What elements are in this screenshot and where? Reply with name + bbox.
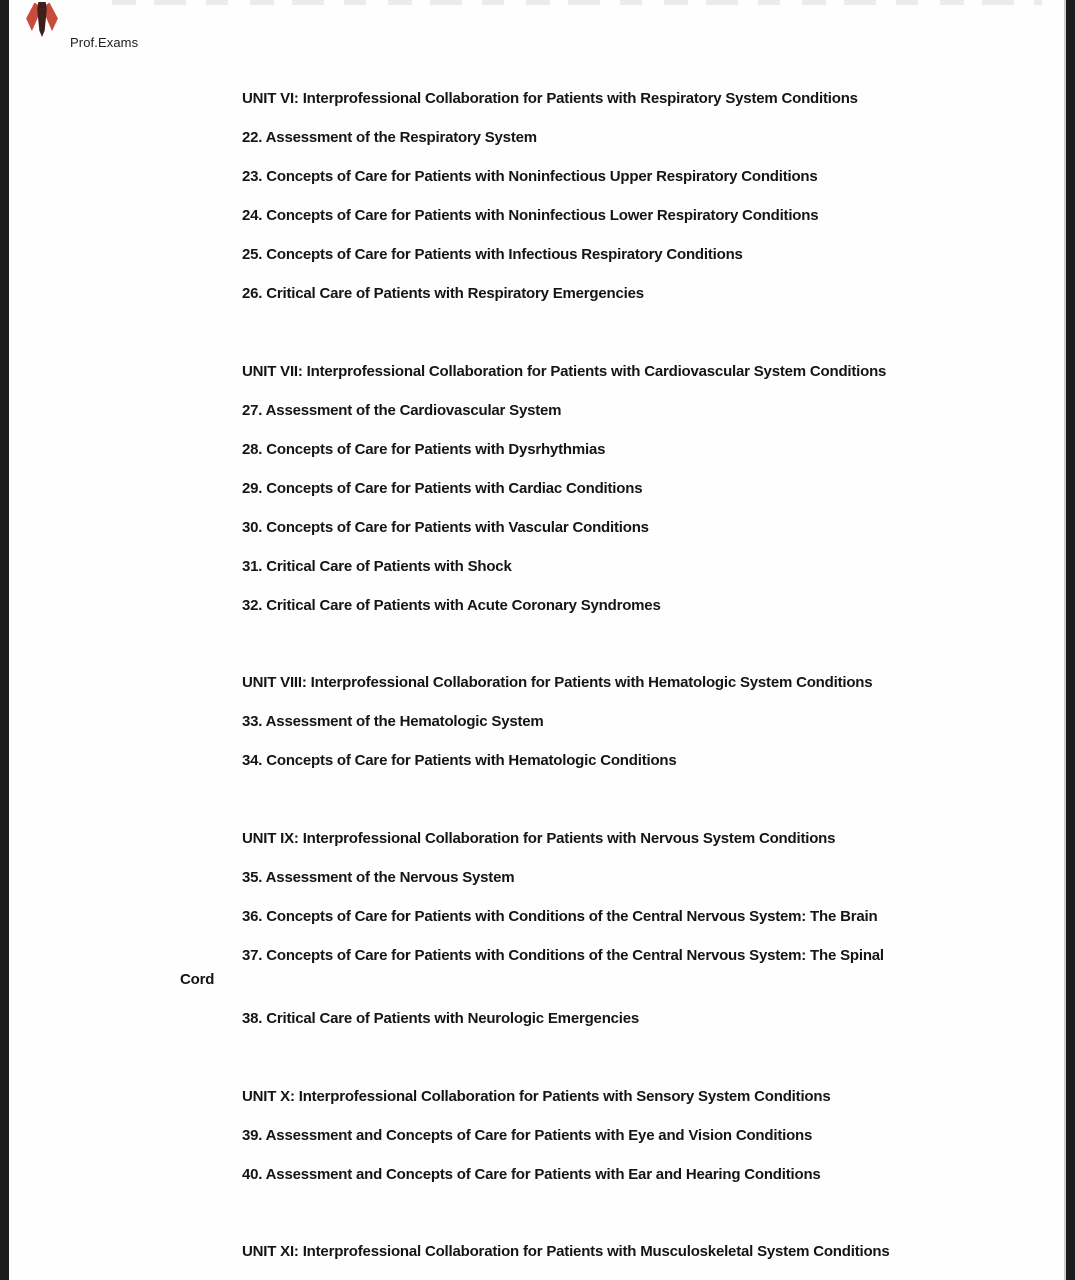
unit-heading <box>180 360 1040 385</box>
chapter-title-continuation: Cord <box>180 971 215 988</box>
chapter-title-text: 25. Concepts of Care for Patients with Infectious Respiratory Conditions <box>242 246 743 263</box>
section-gap <box>180 321 1040 360</box>
section-gap <box>180 788 1040 827</box>
chapter-title-text: 32. Critical Care of Patients with Acute Coronary Syndromes <box>242 596 661 614</box>
chapter-title-text: 39. Assessment and Concepts of Care for Patients with Eye and Vision Conditions <box>242 1126 813 1144</box>
chapter-title-text: 23. Concepts of Care for Patients with Noninfectious Upper Respiratory Conditions <box>242 168 818 185</box>
chapter-title-text: 30. Concepts of Care for Patients with Vascular Conditions <box>242 518 649 536</box>
chapter-item <box>180 905 1040 930</box>
chapter-title-text: 35. Assessment of the Nervous System <box>242 868 515 886</box>
chapter-item <box>180 165 1040 190</box>
section-gap <box>180 633 1040 672</box>
chapter-title-text: 37. Concepts of Care for Patients with Conditions of the Central Nervous System: The Spinal <box>242 946 884 964</box>
chapter-item <box>180 282 1040 307</box>
chapter-item <box>180 399 1040 424</box>
unit-heading <box>180 827 1040 852</box>
unit-heading-text: UNIT VII: Interprofessional Collaboration for Patients with Cardiovascular System Conditions <box>242 362 887 380</box>
chapter-title-text: 29. Concepts of Care for Patients with Cardiac Conditions <box>242 479 643 497</box>
brand-header <box>0 0 300 60</box>
chapter-title-text: 31. Critical Care of Patients with Shock <box>242 557 512 575</box>
unit-heading-text: UNIT IX: Interprofessional Collaboration for Patients with Nervous System Conditions <box>242 829 836 847</box>
tie-collar-logo-icon <box>24 0 60 40</box>
unit-heading <box>180 87 1040 112</box>
page-right-border <box>1066 0 1075 1280</box>
chapter-item <box>180 204 1040 229</box>
chapter-title-text: 38. Critical Care of Patients with Neurologic Emergencies <box>242 1010 640 1027</box>
chapter-item <box>180 555 1040 580</box>
chapter-item <box>180 710 1040 735</box>
unit-heading-text: UNIT X: Interprofessional Collaboration for Patients with Sensory System Conditions <box>242 1087 831 1105</box>
chapter-title-text: 27. Assessment of the Cardiovascular System <box>242 401 562 419</box>
unit-heading-text: UNIT XI: Interprofessional Collaboration for Patients with Musculoskeletal System Conditions <box>242 1243 890 1260</box>
chapter-title-text: 36. Concepts of Care for Patients with Conditions of the Central Nervous System: The Brain <box>242 907 878 925</box>
unit-heading <box>180 1240 1040 1265</box>
chapter-item <box>180 594 1040 619</box>
chapter-item <box>180 1007 1040 1032</box>
section-gap <box>180 1202 1040 1241</box>
section-gap <box>180 1046 1040 1085</box>
chapter-title-text: 26. Critical Care of Patients with Respiratory Emergencies <box>242 285 644 302</box>
chapter-item <box>180 1163 1040 1188</box>
chapter-item <box>180 243 1040 268</box>
chapter-title-text: 24. Concepts of Care for Patients with Noninfectious Lower Respiratory Conditions <box>242 207 819 224</box>
chapter-item <box>180 1124 1040 1149</box>
chapter-title-text: 40. Assessment and Concepts of Care for Patients with Ear and Hearing Conditions <box>242 1165 821 1183</box>
chapter-title-text: 34. Concepts of Care for Patients with Hematologic Conditions <box>242 752 677 769</box>
chapter-item <box>180 866 1040 891</box>
chapter-item <box>180 126 1040 151</box>
chapter-item <box>180 944 1040 993</box>
unit-heading-text: UNIT VIII: Interprofessional Collaboration for Patients with Hematologic System Conditions <box>242 674 873 691</box>
chapter-item <box>180 749 1040 774</box>
chapter-item <box>180 438 1040 463</box>
unit-heading <box>180 1085 1040 1110</box>
brand-name: Prof.Exams <box>70 35 139 50</box>
chapter-title-text: 22. Assessment of the Respiratory System <box>242 129 537 146</box>
page-left-border <box>0 0 9 1280</box>
chapter-title-text: 28. Concepts of Care for Patients with Dysrhythmias <box>242 440 606 458</box>
unit-heading-text: UNIT VI: Interprofessional Collaboration for Patients with Respiratory System Conditions <box>242 90 858 107</box>
unit-heading <box>180 671 1040 696</box>
chapter-item <box>180 477 1040 502</box>
table-of-contents <box>180 87 1040 1279</box>
chapter-title-text: 33. Assessment of the Hematologic System <box>242 713 544 730</box>
chapter-item <box>180 516 1040 541</box>
